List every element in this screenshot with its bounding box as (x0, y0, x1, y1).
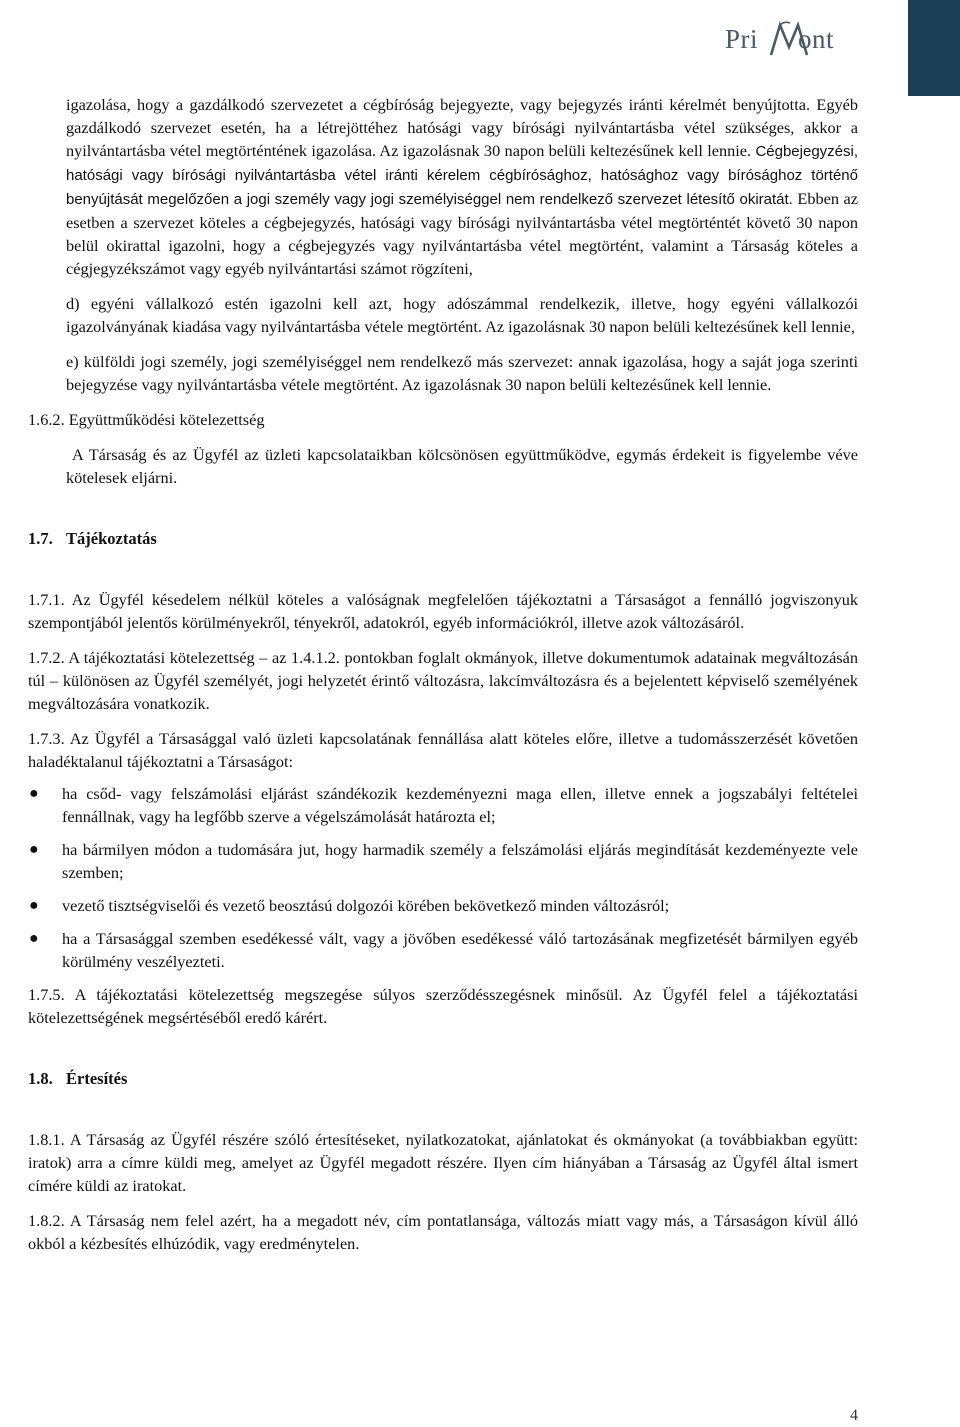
page-number: 4 (850, 1407, 858, 1424)
list-item: ● vezető tisztségviselői és vezető beosztású dolgozói körében bekövetkező minden változásról; (29, 896, 670, 915)
bullet-list (28, 782, 858, 973)
paragraph-d: d) egyéni vállalkozó estén igazolni kell azt, hogy adószámmal rendelkezik, illetve, hogy egyéni vállalkozói igazolványának kiadása vagy nyilvántartásba vétele megtörtént. Az igazolásnak 30 napon belüli keltezésűnek kell lennie, (66, 294, 858, 336)
logo-text: Pri ont (725, 24, 835, 54)
paragraph-172: 1.7.2. A tájékoztatási kötelezettség – az 1.4.1.2. pontokban foglalt okmányok, illetve dokumentumok adatainak megváltozásán túl – különösen az Ügyfél személyét, jogi helyzetét érintő változásra, lakcímváltozásra és a bejelentett képviselő személyének megváltozására vonatkozik. (28, 648, 858, 713)
bullet-icon: ● (29, 930, 39, 947)
list-item: ● ha a Társasággal szemben esedékessé vált, vagy a jövőben esedékessé váló tartozásának megfizetését bármilyen egyéb körülmény veszélyezteti. (29, 929, 858, 971)
bullet-icon: ● (29, 897, 39, 914)
paragraph-175: 1.7.5. A tájékoztatási kötelezettség megszegése súlyos szerződésszegésnek minősül. Az Ügyfél felel a tájékoztatási kötelezettségének megsértéséből eredő kárért. (28, 985, 858, 1027)
primont-logo (725, 24, 865, 60)
bullet-icon: ● (29, 785, 39, 802)
paragraph-173: 1.7.3. Az Ügyfél a Társasággal való üzleti kapcsolatának fennállása alatt köteles előre, illetve a tudomásszerzését követően haladéktalanul tájékoztatni a Társaságot: (28, 729, 858, 771)
bullet-icon: ● (29, 841, 39, 858)
paragraph-182: 1.8.2. A Társaság nem felel azért, ha a megadott név, cím pontatlansága, változás miatt vagy más, a Társaságon kívül álló okból a kézbesítés elhúzódik, vagy eredménytelen. (28, 1211, 858, 1253)
paragraph-171: 1.7.1. Az Ügyfél késedelem nélkül köteles a valóságnak megfelelően tájékoztatni a Társaságot a fennálló jogviszonyuk szempontjából jelentős körülményekről, tényekről, adatokról, egyéb információkról, illetve azok változásáról. (28, 590, 858, 632)
paragraph-181: 1.8.1. A Társaság az Ügyfél részére szóló értesítéseket, nyilatkozatokat, ajánlatokat és okmányokat (a továbbiakban együtt: iratok) arra a címre küldi meg, amelyet az Ügyfél megadott részére. Ilyen cím hiányában a Társaság az Ügyfél által ismert címére küldi az iratokat. (28, 1130, 858, 1195)
list-item: ● ha csőd- vagy felszámolási eljárást szándékozik kezdeményezni maga ellen, illetve ennek a jogszabályi feltételei fennállnak, vagy ha legfőbb szerve a végelszámolását határozta el; (29, 784, 858, 826)
section-heading-17: 1.7. Tájékoztatás (28, 529, 157, 548)
document-body (28, 93, 858, 1255)
subsection-title-162: 1.6.2. Együttműködési kötelezettség (28, 410, 265, 429)
section-heading-18: 1.8. Értesítés (28, 1069, 128, 1088)
list-item: ● ha bármilyen módon a tudomására jut, hogy harmadik személy a felszámolási eljárás megindítását kezdeményezte vele szemben; (29, 840, 858, 882)
corner-tab (908, 0, 960, 96)
logo-m-mark-icon (768, 21, 810, 57)
paragraph-e: e) külföldi jogi személy, jogi személyiséggel nem rendelkező más szervezet: annak igazolása, hogy a saját joga szerinti bejegyzése vagy nyilvántartásba vétele megtörtént. Az igazolásnak 30 napon belüli keltezésűnek kell lennie. (66, 352, 858, 394)
paragraph-registration: igazolása, hogy a gazdálkodó szervezetet a cégbíróság bejegyezte, vagy bejegyzés iránti kérelmét benyújtotta. Egyéb gazdálkodó szervezet esetén, ha a létrejöttéhez hatósági vagy bírósági nyilvántartásba vétel szükséges, akkor a nyilvántartásba vétel megtörténtének igazolása. Az igazolásnak 30 napon belüli keltezésűnek kell lennie. Cégbejegyzési, hatósági vagy bírósági nyilvántartásba vétel iránti kérelem cégbírósághoz, hatósághoz vagy bírósághoz történő benyújtását megelőzően a jogi személy vagy jogi személyiséggel nem rendelkező szervezet létesítő okiratát. Ebben az esetben a szervezet köteles a cégbejegyzés, hatósági vagy bírósági nyilvántartásba vétel megtörténtét követő 30 napon belül okirattal igazolni, hogy a cégbejegyzés vagy nyilvántartásba vétel megtörtént, valamint a Társaság köteles a cégjegyzékszámot vagy egyéb nyilvántartási számot rögzíteni, (66, 95, 858, 278)
paragraph-162: A Társaság és az Ügyfél az üzleti kapcsolataikban kölcsönösen együttműködve, egymás érdekeit is figyelembe véve kötelesek eljárni. (66, 445, 858, 487)
